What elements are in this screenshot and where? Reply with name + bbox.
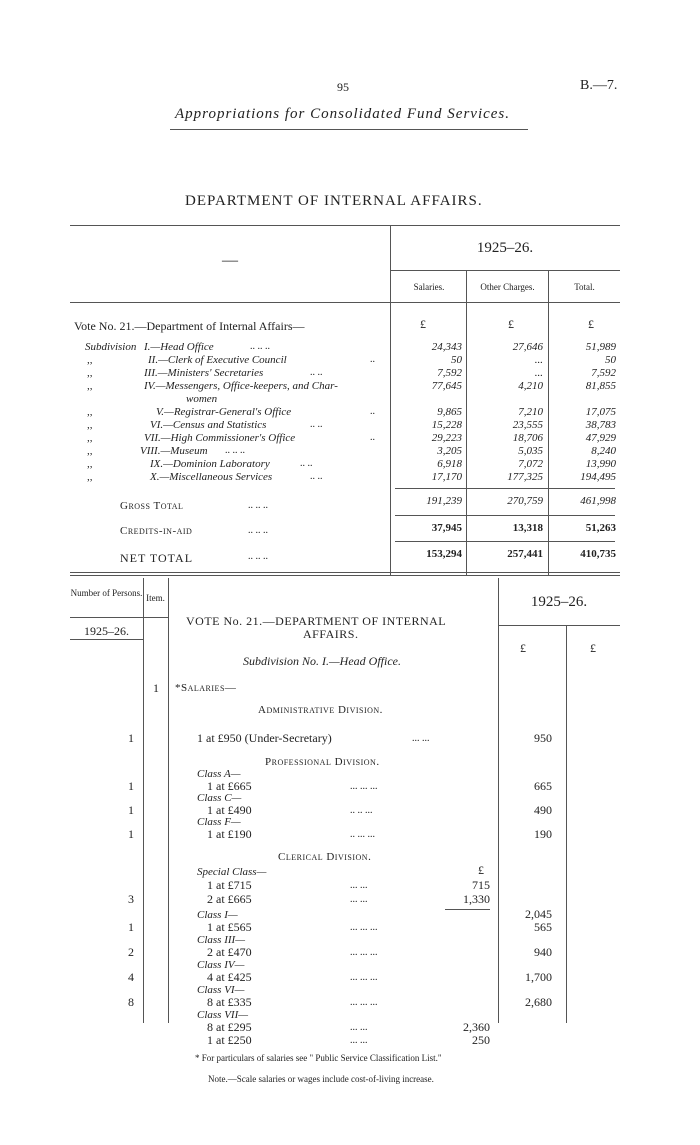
credits-label: Credits-in-aid [120, 525, 193, 537]
leader-dots: .. .. .. [250, 341, 270, 352]
net-total: 410,735 [580, 548, 616, 560]
net-total-label: NET TOTAL [120, 551, 194, 565]
leader-dots: .. .. .. [248, 551, 268, 562]
salary-amount: 950 [534, 731, 552, 745]
detail-currency-1: £ [520, 641, 526, 655]
subdivision-label: VIII.—Museum [140, 445, 208, 457]
leader-dots: ... ... [350, 1022, 368, 1033]
subdivision-prefix: ,, [87, 458, 93, 470]
total-value: 51,989 [585, 341, 616, 353]
other-value: 7,072 [518, 458, 543, 470]
credits-other: 13,318 [512, 522, 543, 534]
leader-dots: .. .. [310, 471, 323, 482]
gross-salaries: 191,239 [426, 495, 462, 507]
gross-total: 461,998 [580, 495, 616, 507]
table-bottom-rule [70, 572, 620, 573]
sub-amount: 2,360 [463, 1020, 490, 1034]
subdivision-label: I.—Head Office [144, 341, 214, 353]
subdivision-label: II.—Clerk of Executive Council [148, 354, 287, 366]
leader-dots: .. ... ... [350, 829, 375, 840]
subdivision-prefix: ,, [87, 406, 93, 418]
salaries-value: 3,205 [437, 445, 462, 457]
salary-line: 8 at £295 [207, 1020, 252, 1034]
total-value: 7,592 [591, 367, 616, 379]
col-divider-amounts [498, 578, 499, 1023]
subdivision-prefix: ,, [87, 354, 93, 366]
page-number: 95 [337, 80, 349, 94]
class-label: Class VII— [197, 1009, 249, 1021]
persons-count: 1 [128, 803, 134, 817]
year-rule [390, 270, 620, 271]
total-value: 13,990 [585, 458, 616, 470]
class-label: Special Class— [197, 866, 267, 878]
detail-year-right: 1925–26. [530, 594, 588, 610]
salaries-value: 77,645 [431, 380, 462, 392]
leader-dots: ... ... [350, 1035, 368, 1046]
salary-amount: 565 [534, 920, 552, 934]
persons-count: 1 [128, 827, 134, 841]
persons-count: 1 [128, 779, 134, 793]
col-divider-totals [566, 625, 567, 1023]
col-divider-persons [143, 578, 144, 1023]
col-salaries-header: Salaries. [413, 282, 445, 292]
other-value: ... [534, 354, 543, 366]
class-label: Class VI— [197, 984, 245, 996]
sub-amount: 1,330 [463, 892, 490, 906]
col-divider-item [168, 578, 169, 1023]
total-value: 47,929 [585, 432, 616, 444]
leader-dots: .. .. [310, 419, 323, 430]
header-rule [170, 129, 528, 130]
leader-dots: .. [370, 354, 375, 365]
gross-other: 270,759 [507, 495, 543, 507]
class-label: Class I— [197, 909, 238, 921]
gross-total-label: Gross Total [120, 500, 184, 512]
salary-amount: 665 [534, 779, 552, 793]
col-item-header: Item. [146, 593, 165, 603]
subdivision-prefix: Subdivision [85, 341, 137, 353]
persons-count: 8 [128, 995, 134, 1009]
salaries-value: 15,228 [431, 419, 462, 431]
detail-year-left: 1925–26. [84, 624, 129, 638]
salary-line: 1 at £950 (Under-Secretary) [197, 731, 332, 745]
total-value: 38,783 [585, 419, 616, 431]
currency-other: £ [508, 317, 514, 331]
detail-currency-2: £ [590, 641, 596, 655]
department-title: DEPARTMENT OF INTERNAL AFFAIRS. [185, 193, 483, 209]
salary-amount: 940 [534, 945, 552, 959]
salary-line: 1 at £565 [207, 920, 252, 934]
sub-amount: 715 [472, 878, 490, 892]
running-title: Appropriations for Consolidated Fund Services. [175, 106, 511, 122]
persons-count: 1 [128, 920, 134, 934]
stub-dash: — [222, 252, 238, 269]
leader-dots: .. .. .. [248, 500, 268, 511]
other-value: 18,706 [512, 432, 543, 444]
vote-label: Vote No. 21.—Department of Internal Affairs— [74, 319, 305, 333]
col-divider-main [390, 225, 391, 575]
leader-dots: ... ... ... [350, 947, 378, 958]
subdivision-label: V.—Registrar-General's Office [156, 406, 292, 418]
persons-header-rule [70, 617, 168, 618]
salaries-value: 17,170 [431, 471, 462, 483]
class-label: Class IV— [197, 959, 245, 971]
leader-dots: ... ... [412, 733, 430, 744]
salary-line: 1 at £250 [207, 1033, 252, 1047]
net-salaries: 153,294 [426, 548, 462, 560]
gross-rule [395, 488, 615, 489]
salary-line: 2 at £470 [207, 945, 252, 959]
sub-rule [445, 909, 490, 910]
col-other-header: Other Charges. [480, 282, 535, 292]
sub-currency: £ [478, 863, 484, 877]
total-value: 8,240 [591, 445, 616, 457]
subdivision-prefix: ,, [87, 367, 93, 379]
other-value: 27,646 [512, 341, 543, 353]
credits-total: 51,263 [585, 522, 616, 534]
leader-dots: .. .. [310, 367, 323, 378]
header-bottom-rule [70, 302, 620, 303]
item-number: 1 [153, 681, 159, 695]
other-value: 7,210 [518, 406, 543, 418]
persons-count: 3 [128, 892, 134, 906]
salaries-value: 50 [451, 354, 462, 366]
net-rule [395, 541, 615, 542]
subdivision-prefix: ,, [87, 471, 93, 483]
leader-dots: ... ... ... [350, 972, 378, 983]
leader-dots: ... ... ... [350, 922, 378, 933]
page-reference: B.—7. [580, 78, 618, 93]
subdivision-label: IV.—Messengers, Office-keepers, and Char- [144, 380, 338, 392]
vote-title-2: AFFAIRS. [303, 627, 359, 641]
subdivision-label: III.—Ministers' Secretaries [144, 367, 264, 379]
salaries-value: 7,592 [437, 367, 462, 379]
persons-count: 2 [128, 945, 134, 959]
class-label: Class III— [197, 934, 245, 946]
salary-line: 1 at £665 [207, 779, 252, 793]
subdivision-label: VII.—High Commissioner's Office [144, 432, 296, 444]
year-right-rule [498, 625, 620, 626]
salary-amount: 2,680 [525, 995, 552, 1009]
note: Note.—Scale salaries or wages include cost-of-living increase. [208, 1074, 434, 1084]
salary-amount: 490 [534, 803, 552, 817]
col-total-header: Total. [574, 282, 595, 292]
subdivision-label: IX.—Dominion Laboratory [150, 458, 270, 470]
class-label: Class F— [197, 816, 241, 828]
subdivision-label: VI.—Census and Statistics [150, 419, 267, 431]
salary-line: 4 at £425 [207, 970, 252, 984]
salary-line: 1 at £190 [207, 827, 252, 841]
salary-amount: 190 [534, 827, 552, 841]
salaries-value: 29,223 [431, 432, 462, 444]
class-label: Class C— [197, 792, 242, 804]
other-value: 23,555 [512, 419, 543, 431]
credits-rule [395, 515, 615, 516]
admin-division-heading: Administrative Division. [258, 704, 383, 716]
leader-dots: .. .. [300, 458, 313, 469]
salary-line: 8 at £335 [207, 995, 252, 1009]
leader-dots: .. .. .. [248, 525, 268, 536]
total-value: 50 [605, 354, 616, 366]
subdivision-label: X.—Miscellaneous Services [150, 471, 273, 483]
year-left-rule [70, 639, 143, 640]
other-value: ... [534, 367, 543, 379]
summary-year: 1925–26. [476, 240, 534, 256]
salaries-heading: *Salaries— [175, 682, 237, 694]
salaries-value: 9,865 [437, 406, 462, 418]
subdivision-prefix: ,, [87, 419, 93, 431]
leader-dots: .. [370, 432, 375, 443]
leader-dots: ... ... ... [350, 781, 378, 792]
leader-dots: .. .. ... [350, 805, 373, 816]
leader-dots: ... ... [350, 894, 368, 905]
leader-dots: ... ... [350, 880, 368, 891]
clerical-division-heading: Clerical Division. [278, 851, 372, 863]
col-number-header: Number of Persons. [70, 588, 143, 598]
footnote: * For particulars of salaries see " Public Service Classification List." [195, 1053, 442, 1063]
other-value: 5,035 [518, 445, 543, 457]
salary-line: 2 at £665 [207, 892, 252, 906]
subdivision-prefix: ,, [87, 432, 93, 444]
subdivision-heading: Subdivision No. I.—Head Office. [243, 654, 401, 668]
leader-dots: .. .. .. [225, 445, 245, 456]
class-label: Class A— [197, 768, 241, 780]
salaries-value: 6,918 [437, 458, 462, 470]
salaries-value: 24,343 [431, 341, 462, 353]
subdivision-prefix: ,, [87, 380, 93, 392]
persons-count: 1 [128, 731, 134, 745]
leader-dots: .. [370, 406, 375, 417]
table-top-rule [70, 225, 620, 226]
net-other: 257,441 [507, 548, 543, 560]
salary-amount: 1,700 [525, 970, 552, 984]
subdivision-label-cont: women [186, 393, 218, 405]
total-value: 194,495 [580, 471, 616, 483]
professional-division-heading: Professional Division. [265, 756, 380, 768]
other-value: 4,210 [518, 380, 543, 392]
currency-total: £ [588, 317, 594, 331]
total-value: 81,855 [585, 380, 616, 392]
salary-line: 1 at £490 [207, 803, 252, 817]
leader-dots: ... ... ... [350, 997, 378, 1008]
salary-amount: 2,045 [525, 907, 552, 921]
sub-amount: 250 [472, 1033, 490, 1047]
other-value: 177,325 [507, 471, 543, 483]
table-bottom-rule-2 [70, 575, 620, 576]
currency-salaries: £ [420, 317, 426, 331]
vote-title-1: VOTE No. 21.—DEPARTMENT OF INTERNAL [186, 614, 447, 628]
subdivision-prefix: ,, [87, 445, 93, 457]
credits-salaries: 37,945 [431, 522, 462, 534]
salary-line: 1 at £715 [207, 878, 252, 892]
total-value: 17,075 [585, 406, 616, 418]
persons-count: 4 [128, 970, 134, 984]
